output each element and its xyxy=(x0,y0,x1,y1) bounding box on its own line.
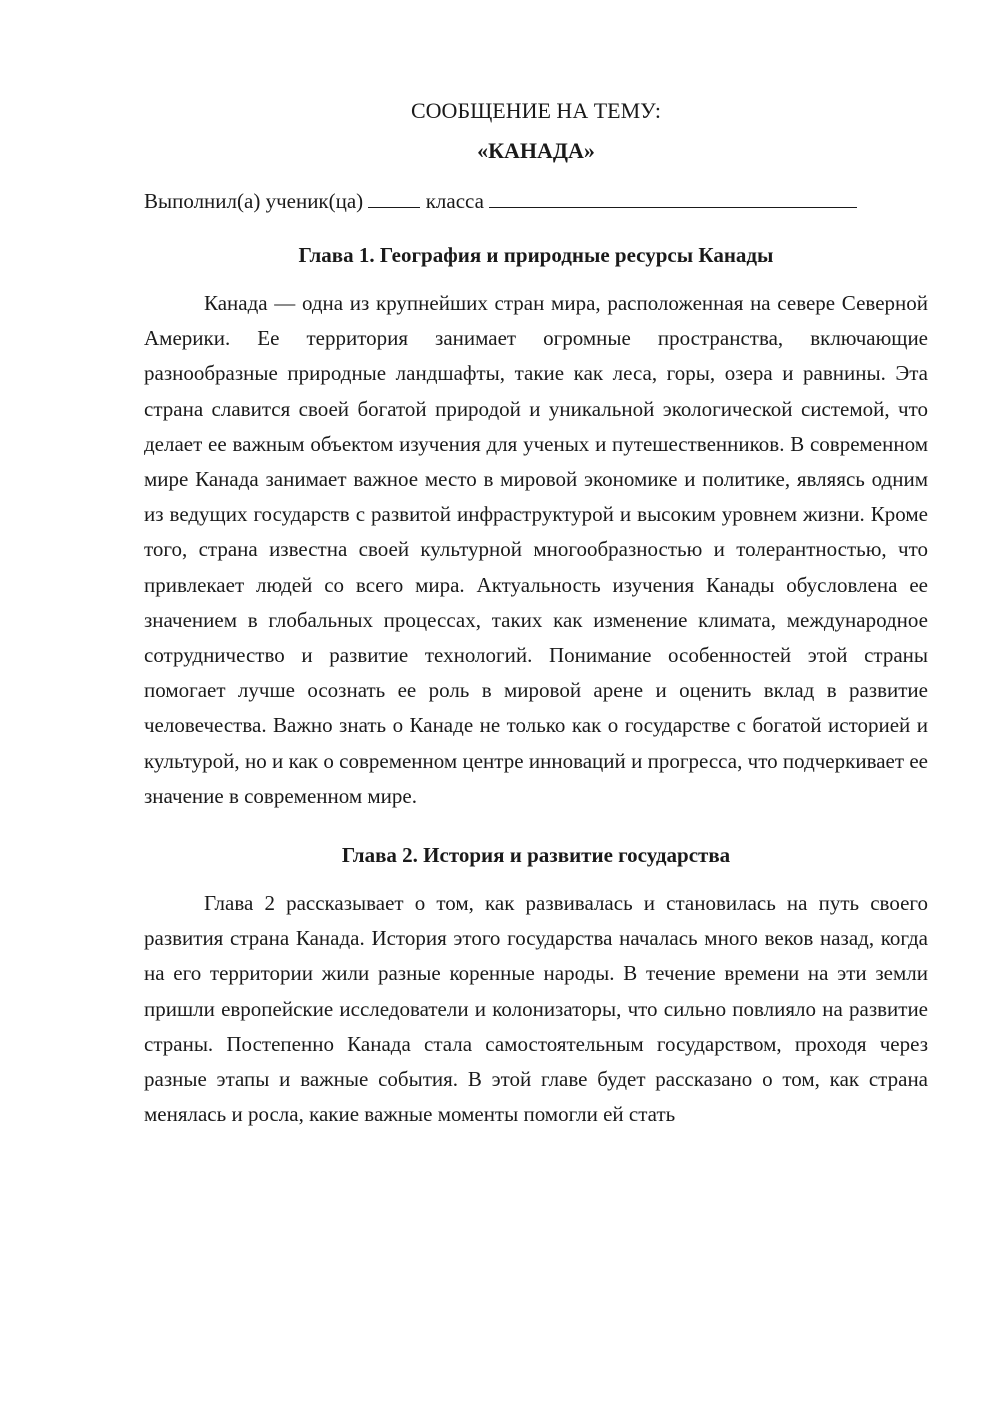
chapter-2-paragraph: Глава 2 рассказывает о том, как развивалась и становилась на путь своего развития страна Канада. История этого государства началась много веков назад, когда на его территории жили разные коренные народы. В течение времени на эти земли пришли европейские исследователи и колонизаторы, что сильно повлияло на развитие страны. Постепенно Канада стала самостоятельным государством, проходя через разные этапы и важные события. В этой главе будет рассказано о том, как страна менялась и росла, какие важные моменты помогли ей стать xyxy=(144,891,928,1127)
report-title: «КАНАДА» xyxy=(477,138,595,163)
report-type-line: СООБЩЕНИЕ НА ТЕМУ: xyxy=(411,98,661,123)
author-prefix: Выполнил(а) ученик(ца) xyxy=(144,189,364,213)
chapter-1-paragraph: Канада — одна из крупнейших стран мира, расположенная на севере Северной Америки. Ее территория занимает огромные пространства, включающие разнообразные природные ландшафты, такие как леса, горы, озера и равнины. Эта страна славится своей богатой природой и уникальной экологической системой, что делает ее важным объектом изучения для ученых и путешественников. В современном мире Канада занимает важное место в мировой экономике и политике, являясь одним из ведущих государств с развитой инфраструктурой и высоким уровнем жизни. Кроме того, страна известна своей культурной многообразностью и толерантностью, что привлекает людей со всего мира. Актуальность изучения Канады обусловлена ее значением в глобальных процессах, таких как изменение климата, международное сотрудничество и развитие технологий. Понимание особенностей этой страны помогает лучше осознать ее роль в мировой арене и оценить вклад в развитие человечества. Важно знать о Канаде не только как о государстве с богатой историей и культурой, но и как о современном центре инноваций и прогресса, что подчеркивает ее значение в современном мире. xyxy=(144,291,928,808)
chapter-2-heading: Глава 2. История и развитие государства xyxy=(341,843,731,868)
document-content xyxy=(144,94,928,1132)
name-blank-field xyxy=(489,187,857,208)
chapter-1-heading: Глава 1. География и природные ресурсы Канады xyxy=(298,243,774,267)
author-class-label: класса xyxy=(425,189,484,213)
author-line xyxy=(144,184,928,218)
grade-blank-field xyxy=(368,187,420,208)
